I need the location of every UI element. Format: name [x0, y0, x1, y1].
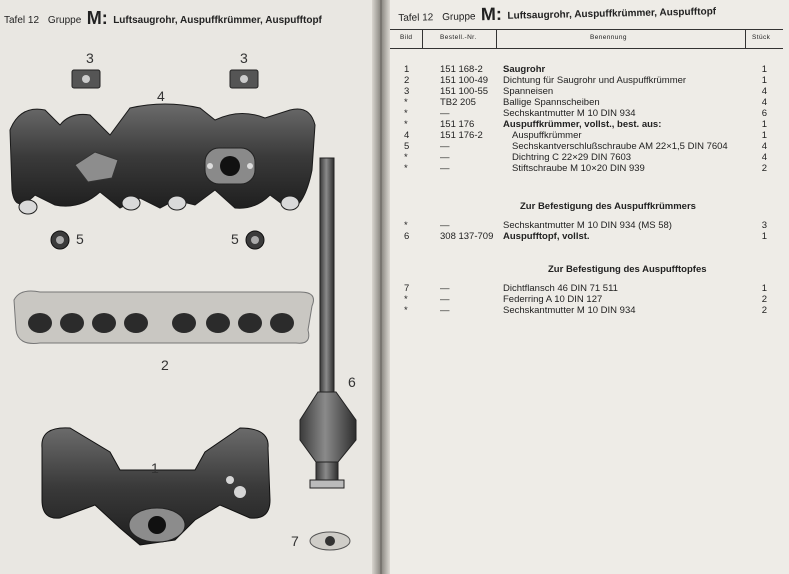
figure-label-3: 3	[86, 50, 94, 66]
bestell-nr-cell: 151 100-49	[440, 75, 489, 86]
stueck-cell: 3	[761, 220, 767, 231]
page-title: Luftsaugrohr, Auspuffkrümmer, Auspufftopf	[113, 15, 322, 26]
figure-label-1: 1	[151, 460, 159, 476]
table-row	[390, 130, 783, 141]
bestell-nr-cell: 308 137-709	[440, 231, 494, 242]
table-row	[390, 305, 783, 316]
bild-cell: *	[404, 97, 408, 108]
bild-cell: *	[404, 305, 408, 316]
bestell-nr-cell: —	[440, 152, 450, 163]
table-header	[390, 29, 783, 49]
column-header-bild: Bild	[400, 34, 413, 41]
figure-label-5: 5	[76, 231, 84, 247]
gruppe-letter: M:	[480, 3, 503, 25]
table-row	[390, 152, 783, 163]
benennung-cell: Auspufftopf, vollst.	[503, 231, 590, 242]
bestell-nr-cell: 151 176	[440, 119, 475, 130]
benennung-cell: Sechskantmutter M 10 DIN 934	[503, 108, 636, 119]
bestell-nr-cell: 151 176-2	[440, 130, 483, 141]
bild-cell: *	[404, 220, 408, 231]
bild-cell: *	[404, 294, 408, 305]
screw-plug-part-5-right	[246, 231, 264, 249]
benennung-cell: Saugrohr	[503, 64, 546, 75]
stueck-cell: 1	[761, 231, 767, 242]
stueck-cell: 2	[761, 294, 767, 305]
bild-cell: 4	[404, 130, 410, 141]
column-header-stueck: Stück	[752, 34, 771, 41]
table-row	[390, 141, 783, 152]
stueck-cell: 2	[761, 305, 767, 316]
section-heading: Zur Befestigung des Auspufftopfes	[548, 264, 707, 275]
figure-label-7: 7	[291, 533, 299, 549]
gruppe-letter: M:	[86, 8, 108, 28]
benennung-cell: Auspuffkrümmer, vollst., best. aus:	[503, 119, 662, 130]
intake-manifold-part-1	[42, 428, 270, 545]
column-header-benennung: Benennung	[590, 34, 627, 41]
bestell-nr-cell: TB2 205	[440, 97, 476, 108]
bild-cell: *	[404, 108, 408, 119]
table-row	[390, 294, 783, 305]
bestell-nr-cell: 151 168-2	[440, 64, 483, 75]
table-row	[390, 163, 783, 174]
stueck-cell: 6	[761, 108, 767, 119]
bild-cell: 7	[404, 283, 410, 294]
clamp-part-3-left	[72, 70, 100, 88]
table-row	[390, 86, 783, 97]
benennung-cell: Sechskantmutter M 10 DIN 934 (MS 58)	[503, 220, 672, 231]
stueck-cell: 1	[761, 75, 767, 86]
table-row	[390, 119, 783, 130]
exhaust-manifold-part-4	[10, 104, 315, 214]
benennung-cell: Dichtflansch 46 DIN 71 511	[503, 283, 618, 294]
bild-cell: 1	[404, 64, 410, 75]
bestell-nr-cell: —	[440, 305, 450, 316]
figure-label-3: 3	[240, 50, 248, 66]
stueck-cell: 4	[761, 141, 767, 152]
benennung-cell: Ballige Spannscheiben	[503, 97, 600, 108]
section-heading: Zur Befestigung des Auspuffkrümmers	[520, 201, 696, 212]
bild-cell: 6	[404, 231, 410, 242]
table-row	[390, 108, 783, 119]
benennung-cell: Spanneisen	[503, 86, 554, 97]
benennung-cell: Stiftschraube M 10×20 DIN 939	[512, 163, 645, 174]
parts-table	[390, 29, 783, 316]
stueck-cell: 4	[761, 86, 767, 97]
bild-cell: 5	[404, 141, 410, 152]
gasket-part-2	[14, 291, 314, 343]
figure-label-4: 4	[157, 88, 165, 104]
benennung-cell: Sechskantverschlußschraube AM 22×1,5 DIN 7604	[512, 141, 728, 152]
benennung-cell: Sechskantmutter M 10 DIN 934	[503, 305, 636, 316]
figure-label-6: 6	[348, 374, 356, 390]
page-title: Luftsaugrohr, Auspuffkrümmer, Auspufftopf	[507, 6, 717, 22]
figure-label-5: 5	[231, 231, 239, 247]
tafel-label: Tafel 12	[4, 15, 40, 26]
bild-cell: 2	[404, 75, 410, 86]
bestell-nr-cell: —	[440, 220, 450, 231]
stueck-cell: 1	[761, 283, 767, 294]
bestell-nr-cell: —	[440, 163, 450, 174]
tafel-label: Tafel 12	[398, 12, 434, 24]
figure-label-2: 2	[161, 357, 169, 373]
parts-illustration	[0, 0, 378, 574]
bild-cell: 3	[404, 86, 410, 97]
table-row	[390, 283, 783, 294]
gruppe-label: Gruppe	[47, 15, 82, 26]
stueck-cell: 2	[761, 163, 767, 174]
bestell-nr-cell: —	[440, 141, 450, 152]
stueck-cell: 1	[761, 119, 767, 130]
gruppe-label: Gruppe	[442, 11, 476, 24]
bestell-nr-cell: —	[440, 283, 450, 294]
flange-gasket-part-7	[310, 532, 350, 550]
bestell-nr-cell: —	[440, 108, 450, 119]
stueck-cell: 1	[761, 130, 767, 141]
bestell-nr-cell: 151 100-55	[440, 86, 489, 97]
column-header-bestell-nr: Bestell.-Nr.	[440, 34, 477, 41]
table-row	[390, 231, 783, 242]
benennung-cell: Auspuffkrümmer	[512, 130, 582, 141]
screw-plug-part-5-left	[51, 231, 69, 249]
table-row	[390, 64, 783, 75]
bild-cell: *	[404, 163, 408, 174]
table-row	[390, 97, 783, 108]
benennung-cell: Dichtring C 22×29 DIN 7603	[512, 152, 632, 163]
bild-cell: *	[404, 152, 408, 163]
stueck-cell: 4	[761, 152, 767, 163]
bild-cell: *	[404, 119, 408, 130]
benennung-cell: Dichtung für Saugrohr und Auspuffkrümmer	[503, 75, 687, 86]
stueck-cell: 1	[761, 64, 767, 75]
benennung-cell: Federring A 10 DIN 127	[503, 294, 603, 305]
clamp-part-3-right	[230, 70, 258, 88]
table-row	[390, 220, 783, 231]
stueck-cell: 4	[761, 97, 767, 108]
table-row	[390, 75, 783, 86]
bestell-nr-cell: —	[440, 294, 450, 305]
